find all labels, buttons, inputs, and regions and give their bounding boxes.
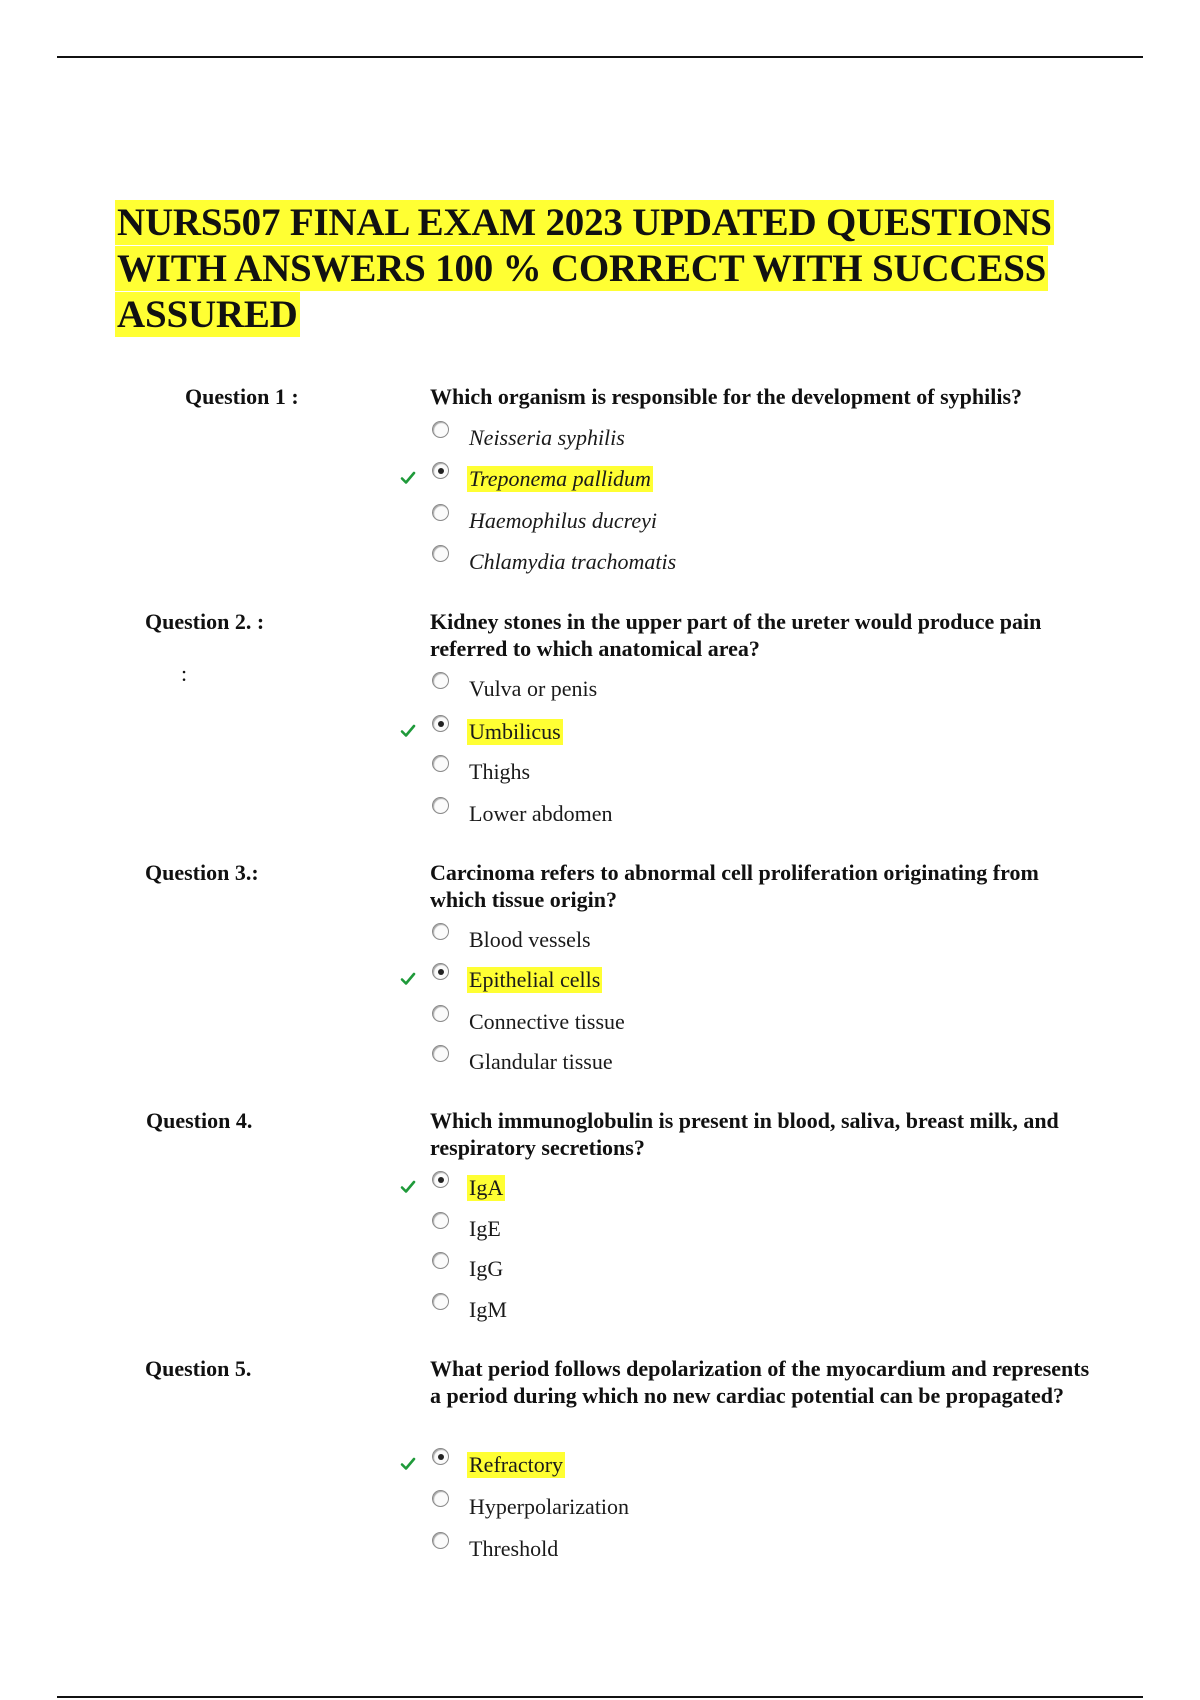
radio-unselected-icon[interactable] [432, 755, 449, 772]
option-label-correct: Epithelial cells [469, 967, 601, 992]
question-5-option-3[interactable] [400, 1532, 1100, 1566]
radio-unselected-icon[interactable] [432, 672, 449, 689]
option-label: Threshold [469, 1536, 559, 1561]
option-label: Blood vessels [469, 927, 591, 952]
question-5-text: What period follows depolarization of the myocardium and represents a period during which no new cardiac potential can be propagated? [430, 1356, 1090, 1408]
radio-unselected-icon[interactable] [432, 504, 449, 521]
option-label-correct: Refractory [469, 1452, 564, 1477]
question-4-label: Question 4. [146, 1108, 253, 1133]
question-4-option-1[interactable] [400, 1171, 1100, 1205]
option-label-correct: Treponema pallidum [469, 466, 651, 491]
radio-unselected-icon[interactable] [432, 1293, 449, 1310]
question-2-option-2[interactable] [400, 715, 1100, 749]
question-1-option-3[interactable] [400, 504, 1100, 538]
radio-selected-icon[interactable] [432, 1171, 449, 1188]
question-2-label: Question 2. : [145, 609, 265, 634]
question-5-label: Question 5. [145, 1356, 252, 1381]
option-label-correct: IgA [469, 1175, 504, 1200]
option-label: IgM [469, 1297, 507, 1322]
option-label: Neisseria syphilis [469, 425, 625, 450]
radio-selected-icon[interactable] [432, 462, 449, 479]
question-4-text: Which immunoglobulin is present in blood, saliva, breast milk, and respiratory secretions? [430, 1108, 1059, 1160]
option-label: Connective tissue [469, 1009, 625, 1034]
title-highlight: NURS507 FINAL EXAM 2023 UPDATED QUESTIONS WITH ANSWERS 100 % CORRECT WITH SUCCESS ASSURED [117, 201, 1052, 336]
radio-unselected-icon[interactable] [432, 545, 449, 562]
question-4-option-4[interactable] [400, 1293, 1100, 1327]
question-1-option-2[interactable] [400, 462, 1100, 496]
radio-unselected-icon[interactable] [432, 1005, 449, 1022]
question-3-text: Carcinoma refers to abnormal cell proliferation originating from which tissue origin? [430, 860, 1039, 912]
question-2-option-1[interactable] [400, 672, 1100, 706]
radio-unselected-icon[interactable] [432, 1252, 449, 1269]
question-1-text: Which organism is responsible for the development of syphilis? [430, 384, 1023, 409]
document-title [115, 200, 1115, 338]
radio-unselected-icon[interactable] [432, 1045, 449, 1062]
option-label: Haemophilus ducreyi [469, 508, 657, 533]
radio-unselected-icon[interactable] [432, 421, 449, 438]
option-label: IgG [469, 1256, 504, 1281]
option-label: Thighs [469, 759, 531, 784]
question-3-option-1[interactable] [400, 923, 1100, 957]
question-2-option-4[interactable] [400, 797, 1100, 831]
option-label: IgE [469, 1216, 501, 1241]
question-4-option-2[interactable] [400, 1212, 1100, 1246]
radio-selected-icon[interactable] [432, 1448, 449, 1465]
top-rule [57, 56, 1143, 58]
option-label: Lower abdomen [469, 801, 613, 826]
radio-unselected-icon[interactable] [432, 1490, 449, 1507]
option-label-correct: Umbilicus [469, 719, 561, 744]
question-5-option-1[interactable] [400, 1448, 1100, 1482]
question-2-text: Kidney stones in the upper part of the ureter would produce pain referred to which anatomical area? [430, 609, 1042, 661]
checkmark-icon [400, 1179, 416, 1195]
radio-unselected-icon[interactable] [432, 1532, 449, 1549]
option-label: Vulva or penis [469, 676, 598, 701]
radio-unselected-icon[interactable] [432, 923, 449, 940]
question-1-label: Question 1 : [185, 384, 299, 409]
checkmark-icon [400, 1456, 416, 1472]
option-label: Hyperpolarization [469, 1494, 630, 1519]
question-2-option-3[interactable] [400, 755, 1100, 789]
question-3-option-4[interactable] [400, 1045, 1100, 1079]
radio-selected-icon[interactable] [432, 963, 449, 980]
question-1-option-4[interactable] [400, 545, 1100, 579]
question-1-option-1[interactable] [400, 421, 1100, 455]
radio-selected-icon[interactable] [432, 715, 449, 732]
question-3-option-2[interactable] [400, 963, 1100, 997]
checkmark-icon [400, 723, 416, 739]
option-label: Glandular tissue [469, 1049, 613, 1074]
radio-unselected-icon[interactable] [432, 797, 449, 814]
bottom-rule [57, 1696, 1143, 1698]
question-2-extra-colon: : [181, 661, 188, 686]
question-3-option-3[interactable] [400, 1005, 1100, 1039]
question-4-option-3[interactable] [400, 1252, 1100, 1286]
option-label: Chlamydia trachomatis [469, 549, 677, 574]
checkmark-icon [400, 470, 416, 486]
checkmark-icon [400, 971, 416, 987]
radio-unselected-icon[interactable] [432, 1212, 449, 1229]
question-5-option-2[interactable] [400, 1490, 1100, 1524]
question-3-label: Question 3.: [145, 860, 259, 885]
